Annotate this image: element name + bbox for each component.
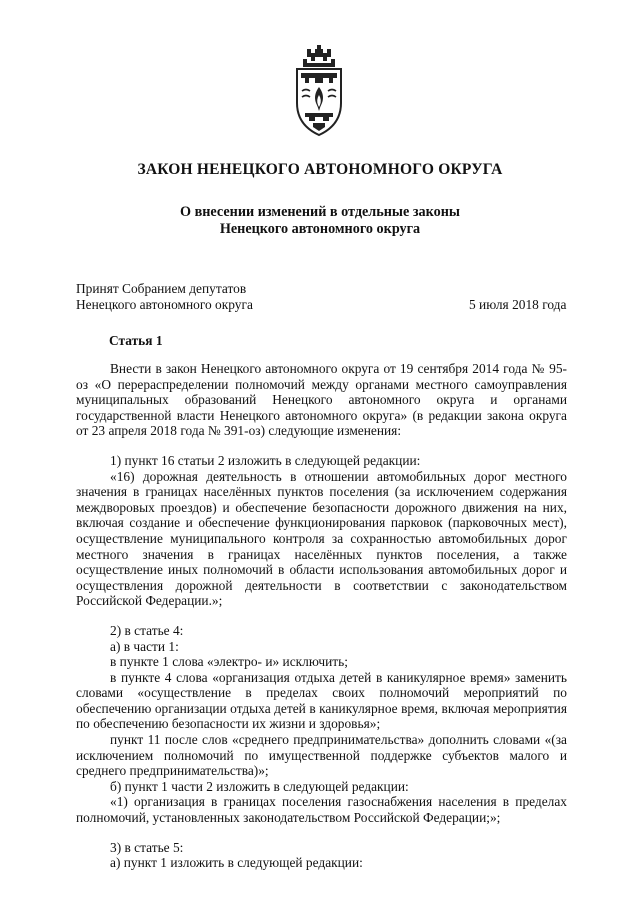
subtitle-line-1: О внесении изменений в отдельные законы: [180, 204, 460, 220]
adoption-date: 5 июля 2018 года: [469, 297, 567, 312]
article-heading: Статья 1: [109, 333, 163, 348]
item-1: 1) пункт 16 статьи 2 изложить в следующей редакции:: [110, 452, 421, 468]
item-1-text: «16) дорожная деятельность в отношении автомобильных дорог местного значения в границах населённых пунктов поселения (за исключением содержания междворовых проездов) и обеспечение безопасности дорожного движения на них, включая создание и обеспечение функционирования парковок (парковочных мест), осуществление муниципального контроля за сохранностью автомобильных дорог местного значения в границах населённых пунктов поселения, а также осуществление иных полномочий в области использования автомобильных дорог и осуществления дорожной деятельности в соответствии с законодательством Российской Федерации.»;: [76, 468, 567, 609]
item-2-b: б) пункт 1 части 2 изложить в следующей редакции:: [110, 778, 409, 794]
item-3: 3) в статье 5:: [110, 839, 184, 855]
adoption-line-1: Принят Собранием депутатов: [76, 281, 247, 296]
item-3-a: а) пункт 1 изложить в следующей редакции:: [110, 855, 363, 871]
law-subtitle: [0, 204, 640, 238]
item-2-a-4: в пункте 4 слова «организация отдыха детей в каникулярное время» заменить словами «осуществление в пределах своих полномочий мероприятий по обеспечению организации отдыха детей в каникулярное время, включая мероприятия по обеспечению безопасности их жизни и здоровья»;: [76, 669, 567, 732]
nenets-emblem-icon: [289, 45, 349, 137]
item-2-a-11: пункт 11 после слов «среднего предпринимательства» дополнить словами «(за исключением полномочий по имущественной поддержке субъектов малого и среднего предпринимательства)»;: [76, 732, 567, 779]
intro-paragraph: Внести в закон Ненецкого автономного округа от 19 сентября 2014 года № 95-оз «О перераспределении полномочий между органами местного самоуправления муниципальных образований Ненецкого автономного округа и органами государственной власти Ненецкого автономного округа» (в редакции закона округа от 23 апреля 2018 года № 391-оз) следующие изменения:: [76, 361, 567, 439]
subtitle-line-2: Ненецкого автономного округа: [219, 221, 421, 237]
article-body: [76, 361, 567, 871]
adoption-line-2: Ненецкого автономного округа: [76, 297, 253, 312]
item-2: 2) в статье 4:: [110, 622, 184, 638]
item-2-a-1: в пункте 1 слова «электро- и» исключить;: [110, 654, 348, 670]
adoption-block: [76, 281, 253, 313]
item-2-a: а) в части 1:: [110, 638, 179, 654]
item-2-b-text: «1) организация в границах поселения газоснабжения населения в пределах полномочий, установленных законодательством Российской Федерации;»;: [76, 794, 567, 826]
law-title: ЗАКОН НЕНЕЦКОГО АВТОНОМНОГО ОКРУГА: [137, 161, 503, 178]
